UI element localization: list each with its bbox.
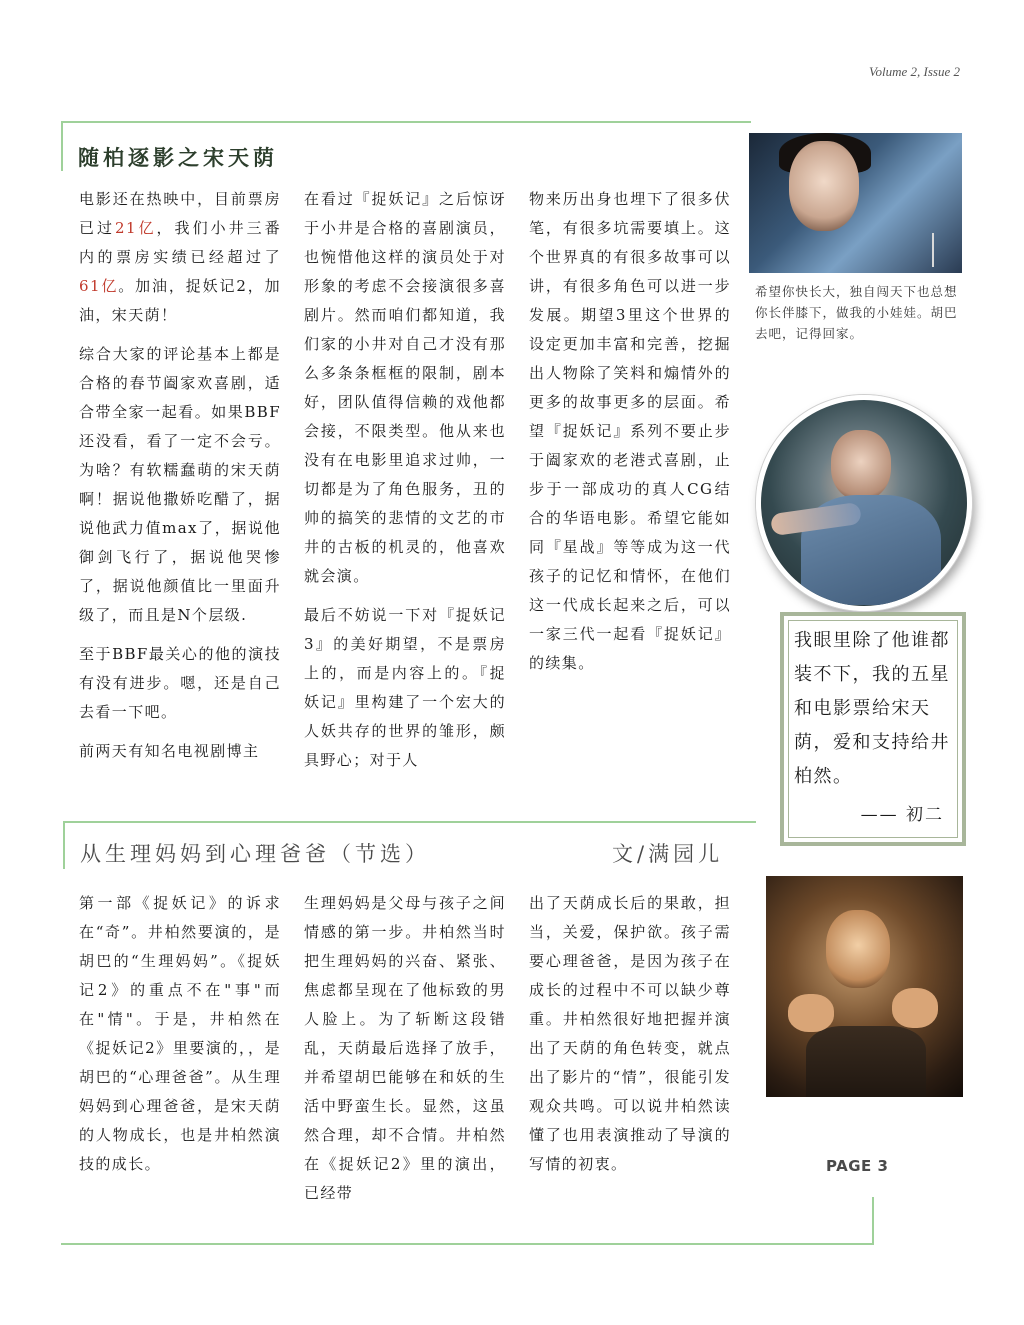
article2-col3-p1: 出了天荫成长后的果敢，担当，关爱，保护欲。孩子需要心理爸爸，是因为孩子在成长的过程中不可以缺少尊重。井柏然很好地把握并演出了天荫的角色转变，就点出了影片的“情”，很能引发观众共鸣。可以说井柏然读懂了也用表演推动了导演的写情的初衷。	[529, 894, 731, 1173]
article1-col2	[304, 185, 506, 785]
photo-actor-1	[749, 133, 962, 273]
article1-frame-top	[61, 121, 751, 123]
article1-title: 随柏逐影之宋天荫	[78, 145, 278, 170]
article1-col1-p3: 至于BBF最关心的他的演技有没有进步。嗯，还是自己去看一下吧。	[79, 645, 281, 721]
article2-frame-top	[63, 821, 756, 823]
article2-col3	[529, 889, 731, 1189]
article1-frame-left	[61, 121, 63, 171]
quote-text: 我眼里除了他谁都装不下，我的五星和电影票给宋天荫，爱和支持给井柏然。	[794, 630, 950, 787]
article1-col2-p1: 在看过『捉妖记』之后惊讶于小井是合格的喜剧演员，也惋惜他这样的演员处于对形象的考虑不会接演很多喜剧片。然而咱们都知道，我们家的小井对自己才没有那么多条条框框的限制，剧本好，团队值得信赖的戏他都会接，不限类型。他从来也没有在电影里追求过帅，一切都是为了角色服务，丑的帅的搞笑的悲情的文艺的市井的古板的机灵的，他喜欢就会演。	[304, 190, 506, 585]
photo-actor-circle	[756, 395, 972, 611]
bottom-frame-right	[872, 1197, 874, 1245]
article1-col1	[79, 185, 281, 776]
circle-photo-face	[831, 430, 891, 500]
photo-face	[789, 141, 859, 231]
photo3-torso	[806, 1026, 926, 1097]
issue-label: Volume 2, Issue 2	[869, 64, 960, 79]
article1-col3-p1: 物来历出身也埋下了很多伏笔，有很多坑需要填上。这个世界真的有很多故事可以讲，有很多角色可以进一步发展。期望3里这个世界的设定更加丰富和完善，挖掘出人物除了笑料和煽情外的更多的故事更多的层面。希望『捉妖记』系列不要止步于阖家欢的老港式喜剧，止步于一部成功的真人CG结合的华语电影。希望它能如同『星战』等等成为这一代孩子的记忆和情怀，在他们这一代成长起来之后，可以一家三代一起看『捉妖记』的续集。	[529, 190, 731, 672]
photo1-caption: 希望你快长大，独自闯天下也总想你长伴膝下，做我的小娃娃。胡巴去吧，记得回家。	[755, 284, 958, 341]
article2-col1	[79, 889, 281, 1189]
article1-col1-p4: 前两天有知名电视剧博主	[79, 742, 260, 760]
article2-author: 文/满园儿	[612, 842, 724, 866]
article2-frame-left	[63, 821, 65, 869]
page-number: PAGE 3	[826, 1157, 889, 1175]
photo3-left-hand	[788, 994, 834, 1032]
movie-logo-watermark	[932, 233, 956, 267]
photo-actor-3	[766, 876, 963, 1097]
photo3-right-hand	[892, 988, 938, 1028]
article1-col3	[529, 185, 731, 688]
article2-title: 从生理妈妈到心理爸爸（节选）	[80, 842, 430, 866]
article1-col1-p1: 电影还在热映中，目前票房已过21亿，我们小井三番内的票房实绩已经超过了61亿。加油，捉妖记2，加油，宋天荫！	[79, 190, 281, 324]
bottom-frame-line	[61, 1243, 874, 1245]
quote-signature: —— 初二	[860, 805, 944, 825]
article2-col1-p1: 第一部《捉妖记》的诉求在“奇”。井柏然要演的，是胡巴的“生理妈妈”。《捉妖记2》的重点不在"事"而在"情"。于是，井柏然在《捉妖记2》里要演的，，是胡巴的“心理爸爸”。从生理妈妈到心理爸爸，是宋天荫的人物成长，也是井柏然演技的成长。	[79, 894, 281, 1173]
article2-col2	[304, 889, 506, 1218]
article1-col2-p2: 最后不妨说一下对『捉妖记3』的美好期望，不是票房上的，而是内容上的。『捉妖记』里构建了一个宏大的人妖共存的世界的雏形，颇具野心；对于人	[304, 606, 506, 769]
article2-col2-p1: 生理妈妈是父母与孩子之间情感的第一步。井柏然当时把生理妈妈的兴奋、紧张、焦虑都呈现在了他标致的男人脸上。为了斩断这段错乱，天荫最后选择了放手，并希望胡巴能够在和妖的生活中野蛮生长。显然，这虽然合理，却不合情。井柏然在《捉妖记2》里的演出，已经带	[304, 894, 506, 1202]
article1-col1-p2: 综合大家的评论基本上都是合格的春节阖家欢喜剧，适合带全家一起看。如果BBF还没看，看了一定不会亏。为啥？有软糯蠢萌的宋天荫啊！据说他撒娇吃醋了，据说他武力值max了，据说他御剑飞行了，据说他哭惨了，据说他颜值比一里面升级了，而且是N个层级.	[79, 345, 281, 624]
photo3-face	[826, 910, 890, 988]
quote-box	[780, 612, 966, 846]
